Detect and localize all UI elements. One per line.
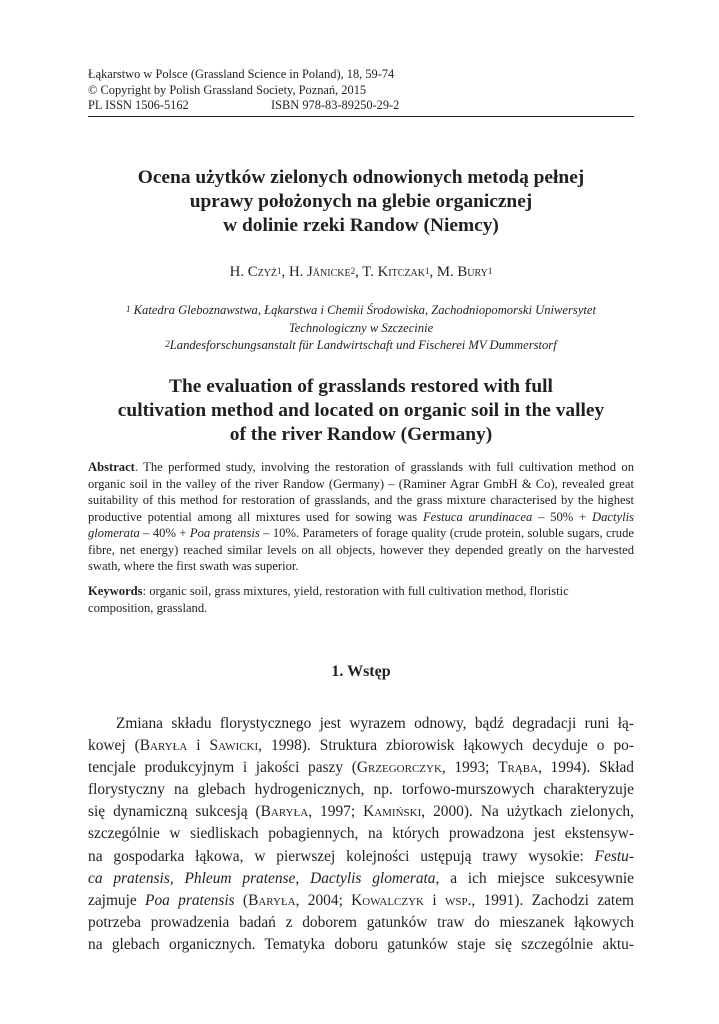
title-english-line: of the river Randow (Germany)	[229, 424, 493, 445]
title-english-line: cultivation method and located on organic soil in the valley	[117, 400, 605, 421]
body-line: na gospodarka łąkowa, w pierwszej kolejności ustępują trawy wysokie: Festu-	[88, 847, 634, 865]
keywords: Keywords: organic soil, grass mixtures, yield, restoration with full cultivation method, floristic composition, grassland.	[88, 584, 569, 615]
affiliations	[88, 302, 634, 355]
body-line: ca pratensis, Phleum pratense, Dactylis glomerata, a ich miejsce sukcesywnie	[88, 869, 635, 887]
body-line: szczególnie w siedliskach pobagiennych, na których prowadzona jest ekstensyw-	[88, 825, 634, 843]
issn: PL ISSN 1506-5162	[88, 98, 189, 112]
keywords-label: Keywords	[88, 584, 143, 598]
affiliation-1: $^1$ Katedra Gleboznawstwa, Łąkarstwa i Chemii Środowiska, Zachodniopomorski Uniwersytet	[125, 303, 597, 317]
author: H. Jänicke$^2$	[288, 264, 356, 280]
abstract: Abstract. The performed study, involving the restoration of grasslands with full cultivation method on organic soil in the valley of the river Randow (Germany) – (Raminer Agrar GmbH & Co), revealed great suitability of this method for restoration of grasslands, and the grass mixture characterised by the highest productive potential among all mixtures used for sowing was Festuca arundinacea – 50% + Dactylis glomerata – 40% + Poa pratensis – 10%. Parameters of forage quality (crude protein, soluble sugars, crude fibre, net energy) reached similar levels on all objects, however they depended greatly on the harvested swath, where the first swath was superior.	[88, 460, 635, 573]
author: H. Czyż$^1$	[229, 264, 282, 280]
title-polish-line: uprawy położonych na glebie organicznej	[189, 191, 533, 212]
body-line: kowej (Baryła i Sawicki, 1998). Struktura zbiorowisk łąkowych decyduje o po-	[88, 737, 634, 755]
issn-isbn-row	[88, 98, 636, 114]
title-polish	[88, 166, 634, 238]
body-line: na glebach organicznych. Tematyka doboru gatunków staje się szczególnie aktu-	[88, 935, 634, 953]
isbn: ISBN 978-83-89250-29-2	[271, 98, 400, 112]
copyright-line: © Copyright by Polish Grassland Society, Poznań, 2015	[88, 82, 367, 97]
author: T. Kitczak$^1$	[362, 264, 430, 280]
title-polish-line: Ocena użytków zielonych odnowionych metodą pełnej	[137, 167, 585, 188]
abstract-label: Abstract	[88, 460, 135, 474]
section-heading: 1. Wstęp	[331, 663, 391, 680]
journal-header	[88, 67, 636, 114]
affiliation-2: $^2$Landesforschungsanstalt für Landwirtschaft und Fischerei MV Dummerstorf	[165, 338, 557, 352]
body-line: zajmuje Poa pratensis (Baryła, 2004; Kowalczyk i wsp., 1991). Zachodzi zatem	[88, 891, 634, 909]
body-line: Zmiana składu florystycznego jest wyrazem odnowy, bądź degradacji runi łą-	[116, 715, 634, 732]
body-line: florystyczny na glebach hydrogenicznych, np. torfowo-murszowych charakteryzuje	[88, 781, 634, 799]
body-line: się dynamiczną sukcesją (Baryła, 1997; Kamiński, 2000). Na użytkach zielonych,	[88, 803, 634, 821]
title-english	[88, 375, 634, 447]
author: M. Bury$^1$	[436, 264, 493, 280]
journal-citation: Łąkarstwo w Polsce (Grassland Science in Poland), 18, 59-74	[88, 67, 395, 81]
author-list: H. Czyż$^1$, H. Jänicke$^2$, T. Kitczak$^1$, M. Bury$^1$	[229, 264, 493, 280]
affiliation-1-cont: Technologiczny w Szczecinie	[288, 320, 434, 335]
body-line: tencjale produkcyjnym i jakości paszy (Grzegorczyk, 1993; Trąba, 1994). Skład	[88, 759, 634, 777]
body-line: potrzeba prowadzenia badań z doborem gatunków traw do mieszanek łąkowych	[88, 913, 634, 931]
header-divider	[88, 116, 634, 117]
title-english-line: The evaluation of grasslands restored with full	[169, 376, 553, 397]
body-paragraph	[88, 713, 634, 956]
title-polish-line: w dolinie rzeki Randow (Niemcy)	[223, 215, 499, 236]
